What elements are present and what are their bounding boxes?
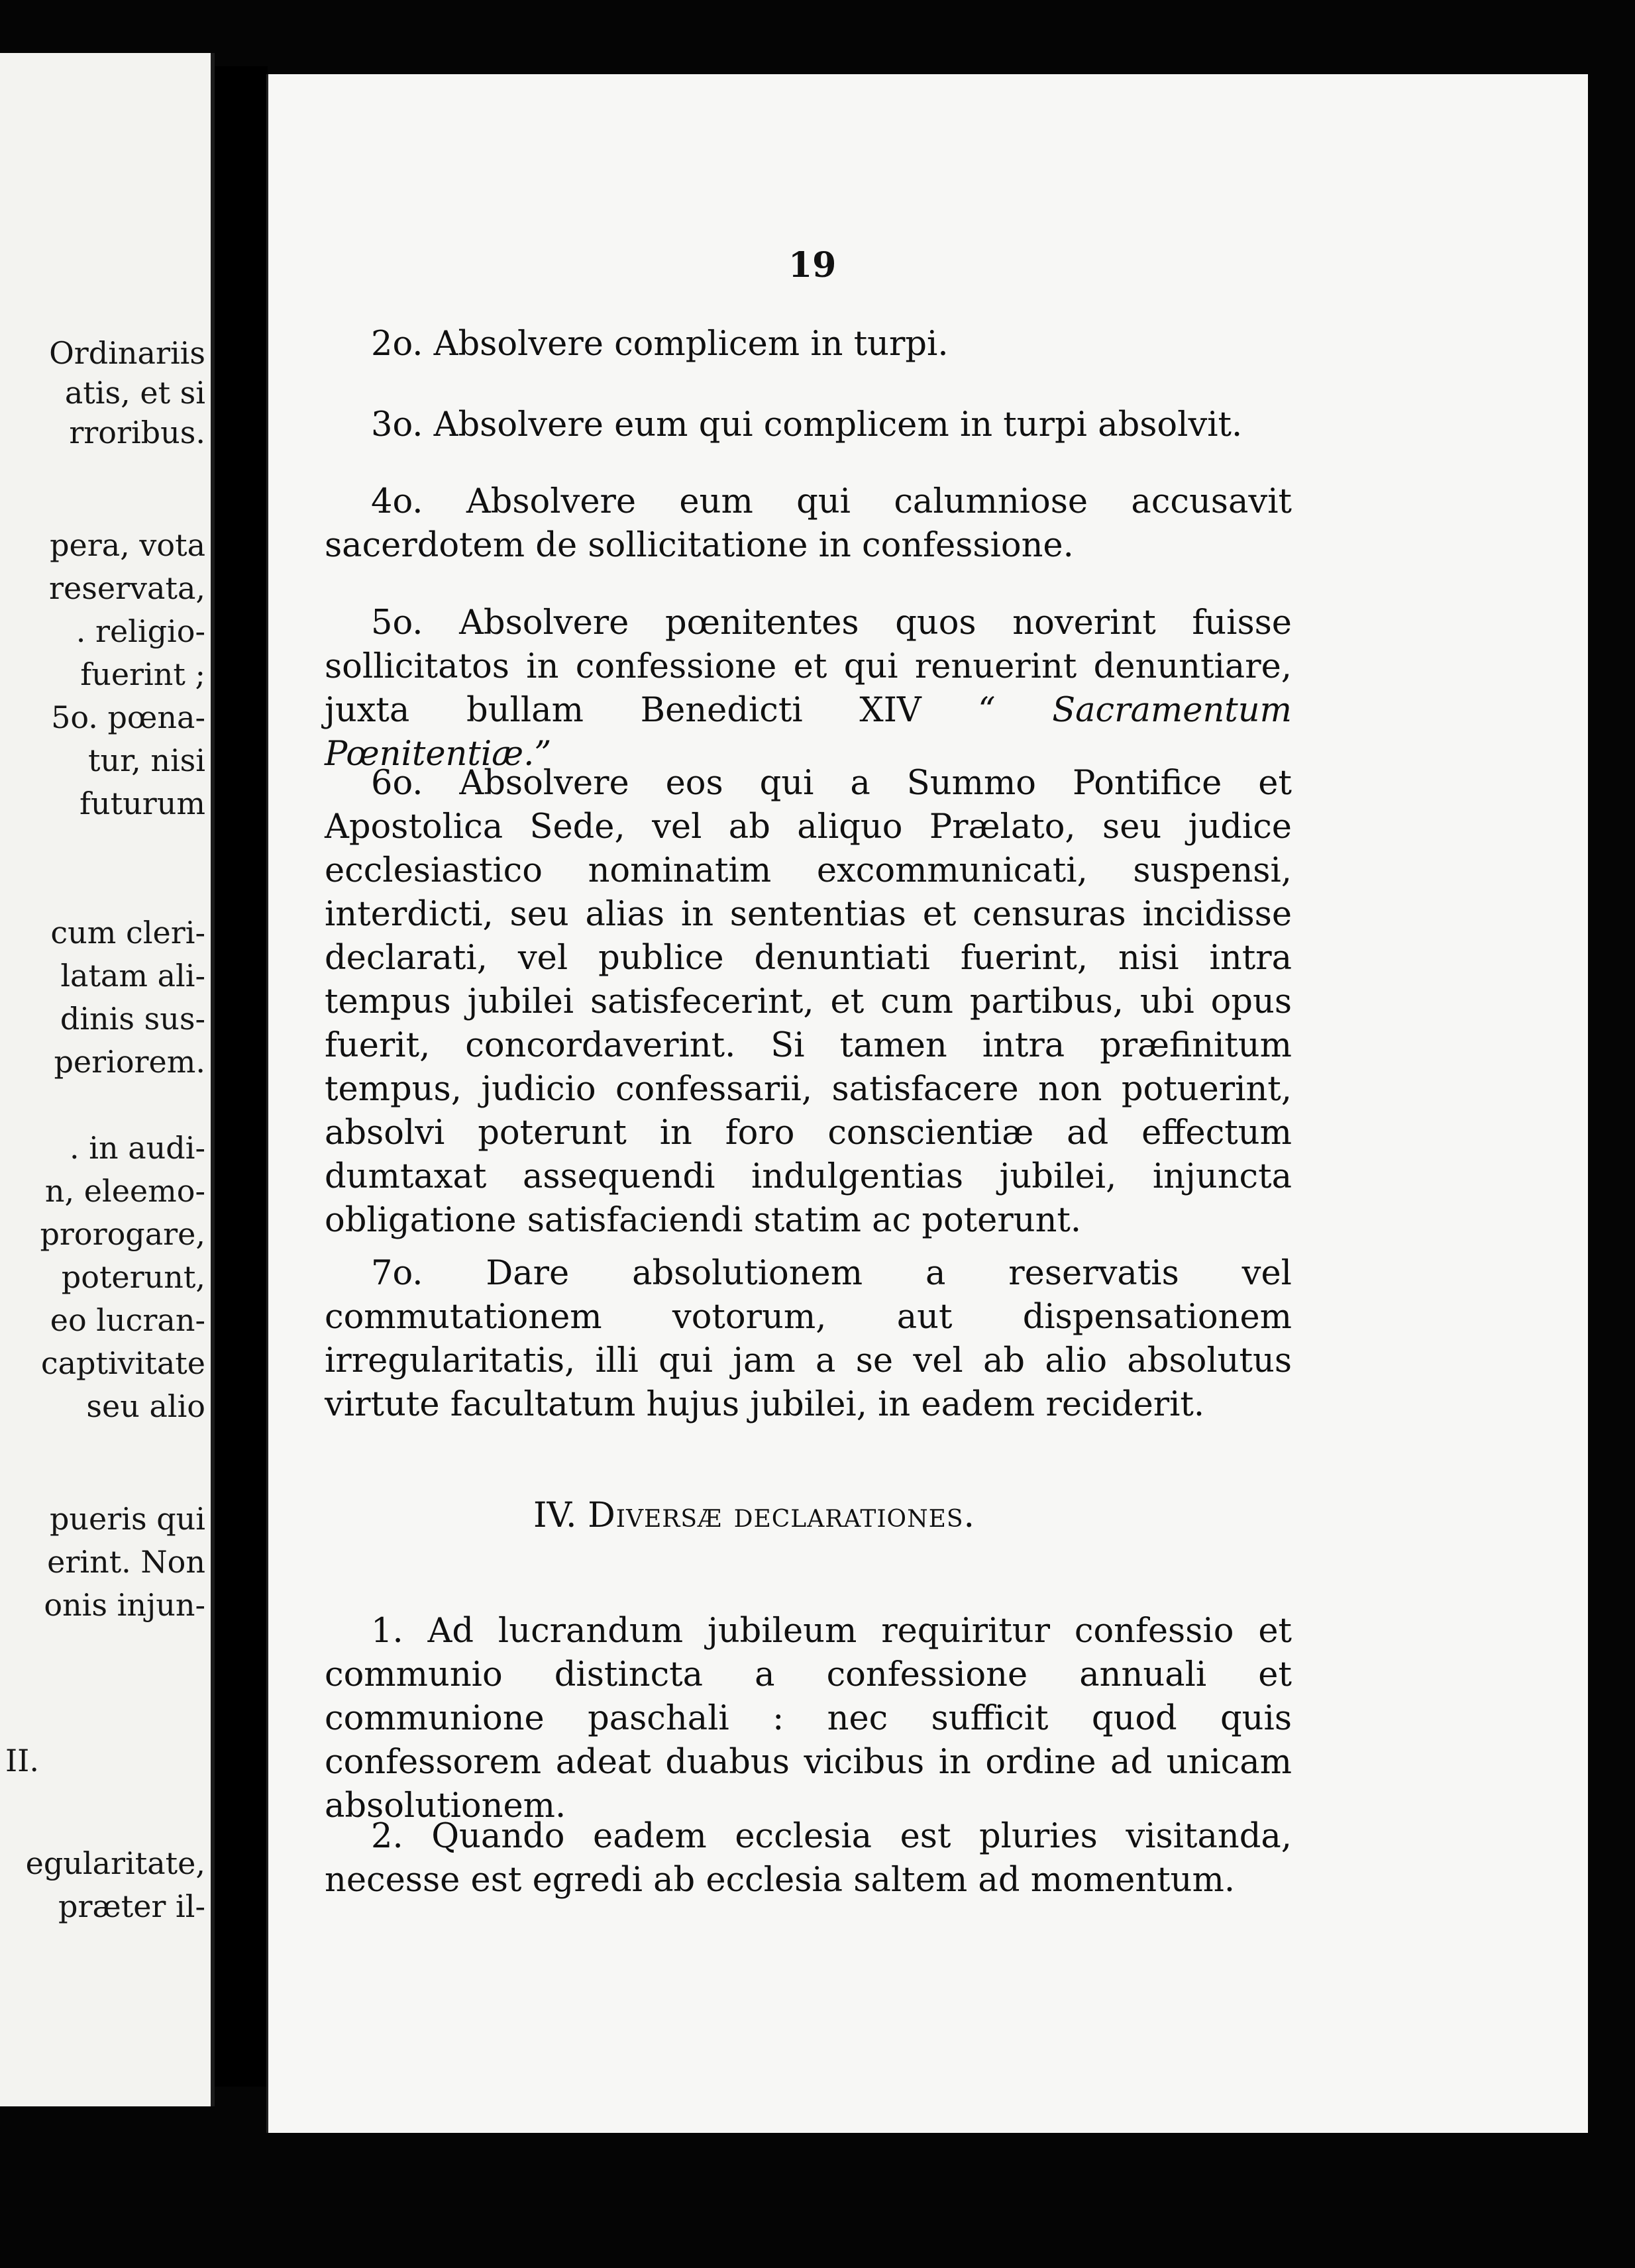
left-page-line: captivitate: [40, 1345, 205, 1381]
left-page-line: seu alio: [86, 1388, 205, 1424]
section-heading: [533, 1496, 975, 1535]
declaration-1-paragraph: 1. Ad lucrandum jubileum requiritur confessio et communio distincta a confessione annuali et communione paschali : nec sufficit quod quis confessorem adeat duabus vicibus in ordine ad unicam absolutionem.: [325, 1612, 1292, 1826]
left-page-line: poterunt,: [61, 1259, 205, 1295]
left-page-line: atis, et si: [64, 375, 205, 411]
left-page-line: II.: [5, 1743, 39, 1778]
page-number: 19: [788, 245, 837, 285]
left-page-line: erint. Non: [47, 1544, 205, 1580]
book-gutter: [215, 66, 268, 2087]
item-3-paragraph: 3o. Absolvere eum qui complicem in turpi absolvit.: [371, 405, 1243, 444]
left-page-line: cum cleri-: [50, 915, 205, 951]
left-page-line: egularitate,: [25, 1845, 205, 1881]
left-facing-page: [0, 53, 215, 2106]
left-page-line: onis injun-: [44, 1587, 205, 1623]
left-page-line: 5o. pœna-: [51, 699, 205, 735]
item-7-paragraph: 7o. Dare absolutionem a reservatis vel commutationem votorum, aut dispensationem irregularitatis, illi qui jam a se vel ab alio absolutus virtute facultatum hujus jubilei, in eadem reciderit.: [325, 1254, 1292, 1424]
left-page-line: periorem.: [54, 1044, 205, 1080]
left-page-line: Ordinariis: [49, 335, 205, 371]
left-page-line: tur, nisi: [88, 743, 205, 778]
left-page-line: . in audi-: [70, 1130, 205, 1166]
left-page-line: . religio-: [76, 613, 205, 649]
section-number: IV.: [533, 1496, 577, 1535]
left-page-line: n, eleemo-: [44, 1173, 205, 1209]
left-page-line: pera, vota: [50, 527, 205, 563]
item-6-paragraph: 6o. Absolvere eos qui a Summo Pontifice et Apostolica Sede, vel ab aliquo Prælato, seu judice ecclesiastico nominatim excommunicati, suspensi, interdicti, seu alias in sententias et censuras incidisse declarati, vel publice denuntiati fuerint, nisi intra tempus jubilei satisfecerint, et cum partibus, ubi opus fuerit, concordaverint. Si tamen intra præfinitum tempus, judicio confessarii, satisfacere non potuerint, absolvi poterunt in foro conscientiæ ad effectum dumtaxat assequendi indulgentias jubilei, injuncta obligatione satisfaciendi statim ac poterunt.: [325, 764, 1292, 1240]
left-page-line: præter il-: [58, 1888, 205, 1924]
left-page-line: reservata,: [49, 570, 205, 606]
left-page-line: latam ali-: [60, 958, 205, 994]
left-page-line: pueris qui: [49, 1501, 205, 1537]
left-page-line: dinis sus-: [60, 1001, 205, 1037]
item-2-paragraph: 2o. Absolvere complicem in turpi.: [371, 325, 949, 364]
left-page-line: rroribus.: [69, 415, 205, 450]
left-page-line: eo lucran-: [50, 1302, 205, 1338]
declaration-2-paragraph: 2. Quando eadem ecclesia est pluries visitanda, necesse est egredi ab ecclesia saltem ad momentum.: [325, 1817, 1292, 1900]
item-5-paragraph: [325, 601, 1292, 776]
section-title: Diversæ declarationes.: [588, 1496, 976, 1535]
left-page-line: prorogare,: [40, 1216, 205, 1252]
left-page-line: futurum: [79, 786, 205, 821]
bull-title: “ Sacramentum Pœnitentiæ.”: [325, 691, 1292, 774]
item-5-text: 5o. Absolvere pœnitentes quos noverint fuisse sollicitatos in confessione et qui renuerint denuntiare, juxta bullam Benedicti XIV: [325, 603, 1292, 730]
left-page-line: fuerint ;: [80, 656, 205, 692]
item-4-paragraph: 4o. Absolvere eum qui calumniose accusavit sacerdotem de sollicitatione in confessione.: [325, 482, 1292, 565]
